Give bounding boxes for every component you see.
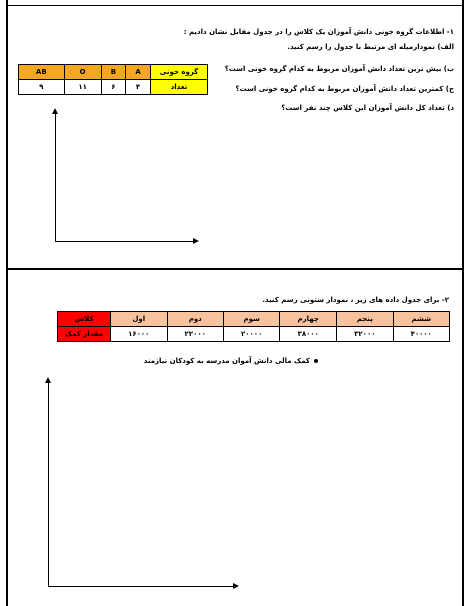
class-header-label: کلاس xyxy=(58,312,111,327)
chart2-y-axis xyxy=(48,382,49,587)
q1-part-b: ب) بیش ترین تعداد دانش آموزان مربوط به کدام گروه خونی است؟ xyxy=(224,65,454,73)
bullet-icon xyxy=(314,359,318,363)
count-B: ۶ xyxy=(101,80,126,95)
q1-part-d: د) تعداد کل دانش آموزان این کلاس چند نفر است؟ xyxy=(281,104,454,112)
blood-group-header-label: گروه خونی xyxy=(151,65,208,80)
chart2-x-axis xyxy=(48,586,234,587)
page-frame-top xyxy=(6,5,464,6)
q2-intro: ۲- برای جدول داده های زیر ، نمودار ستونی رسم کنید. xyxy=(262,296,449,304)
amount-5: ۳۲۰۰۰ xyxy=(337,327,393,342)
page-frame-left xyxy=(6,0,8,606)
class-3: چهارم xyxy=(280,312,337,327)
count-AB: ۹ xyxy=(19,80,65,95)
class-6: اول xyxy=(111,312,168,327)
chart1-y-axis xyxy=(55,113,56,242)
chart1-x-arrow-icon xyxy=(193,238,199,244)
chart2-x-arrow-icon xyxy=(233,583,239,589)
count-row-label: تعداد xyxy=(151,80,208,95)
page-frame-right xyxy=(462,0,464,606)
q2-bullet-text: کمک مالی دانش آموان مدرسه به کودکان نیازمند xyxy=(143,357,310,365)
class-2: پنجم xyxy=(337,312,393,327)
class-4: سوم xyxy=(223,312,279,327)
q2-bullet-item xyxy=(144,357,318,365)
amount-1: ۱۶۰۰۰ xyxy=(111,327,168,342)
count-A: ۴ xyxy=(126,80,151,95)
q1-intro: ۱- اطلاعات گروه خونی دانش آموزان یک کلاس را در جدول مقابل نشان دادیم : xyxy=(183,28,454,36)
amount-4: ۳۸۰۰۰ xyxy=(280,327,337,342)
count-O: ۱۱ xyxy=(64,80,101,95)
blood-group-B: B xyxy=(101,65,126,80)
amount-3: ۲۰۰۰۰ xyxy=(223,327,279,342)
blood-group-A: A xyxy=(126,65,151,80)
q1-part-c: ج) کمترین تعداد دانش آموزان مربوط به کدام گروه خونی است؟ xyxy=(235,85,454,93)
q1-part-a: الف) نمودارمیله ای مرتبط با جدول را رسم کنید. xyxy=(287,43,454,51)
blood-group-table xyxy=(18,64,208,95)
amount-2: ۲۲۰۰۰ xyxy=(167,327,223,342)
donation-table xyxy=(57,311,450,342)
section-divider xyxy=(6,268,464,270)
class-5: دوم xyxy=(167,312,223,327)
amount-row-label: مقدار کمک xyxy=(58,327,111,342)
blood-group-O: O xyxy=(64,65,101,80)
blood-group-AB: AB xyxy=(19,65,65,80)
class-1: ششم xyxy=(393,312,449,327)
chart1-x-axis xyxy=(55,241,194,242)
amount-6: ۴۰۰۰۰ xyxy=(393,327,449,342)
